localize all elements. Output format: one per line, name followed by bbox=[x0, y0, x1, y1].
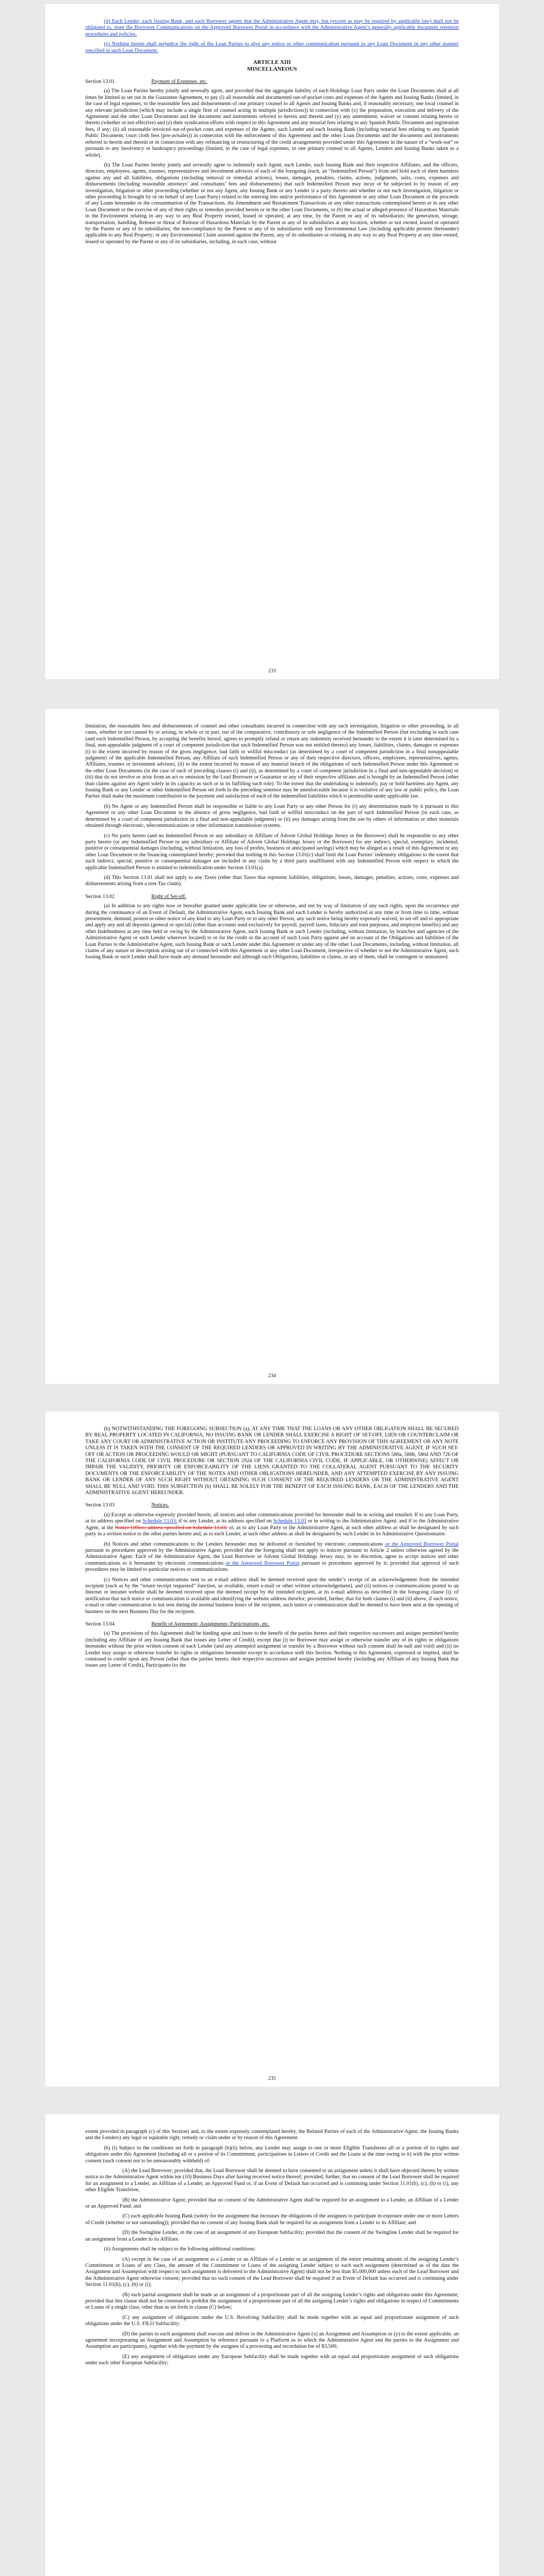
section-title: Notices. bbox=[151, 1502, 169, 1509]
paragraph: (d) This Section 13.01 shall not apply to any Taxes (other than Taxes that represent liabilities, obligations, losses, damages, penalties, actions, costs, expenses and disbursements arising from a non-Tax claim). bbox=[85, 874, 459, 887]
section-number: Section 13.01 bbox=[85, 79, 115, 85]
section-title: Right of Set-off. bbox=[151, 893, 187, 900]
paragraph-intro-d: (d) Each Lender, each Issuing Bank, and each Borrower agrees that the Administrative Agent may, but (except as may be required by applicable law) shall not be obligated to, store the Borrower Communications on the Approved Borrower Portal in accordance with the Administrative Agent’s generally applicable document retention procedures and policies. bbox=[85, 19, 459, 37]
article-heading: ARTICLE XIII bbox=[253, 59, 291, 66]
document-page-236 bbox=[45, 2114, 499, 2576]
page-number: 235 bbox=[268, 2076, 276, 2081]
section-heading-13-01 bbox=[86, 79, 459, 85]
paragraph: (b) No Agent or any Indemnified Person shall be responsible or liable to any Loan Party or any other Person for (i) any determination made by it pursuant to this Agreement or any other Loan Document in the absence of gross negligence, bad faith or willful misconduct on the part of such Indemnified Person (in each case, as determined by a court of competent jurisdiction in a final and non-appealable judgment) or (ii) any damages arising from the use by others of information or other materials obtained through electronic, telecommunications or other information transmission systems. bbox=[85, 803, 459, 829]
inserted-text: Schedule 13.03 bbox=[273, 1518, 307, 1524]
section-heading-13-03 bbox=[86, 1502, 459, 1509]
paragraph: (C) each applicable Issuing Bank (solely for the assignment that increases the obligations of the assignees to participate in exposure under one or more Letters of Credit (whether or not outstanding)); provided that no consent of any Issuing Bank shall be required for an assignment from a Lender to its Affiliate; and bbox=[85, 2213, 459, 2226]
document-page-234 bbox=[45, 709, 499, 1384]
paragraph: (a) In addition to any rights now or hereafter granted under applicable law or otherwise, and not by way of limitation of any such rights, upon the occurrence and during the continuance of an Event of Default, the Administrative Agent, each Issuing Bank and each Lender is hereby authorized at any time or from time to time, without presentment, demand, protest or other notice of any kind to any Loan Party or to any other Person, any such notice being hereby expressly waived, to set off and to appropriate and apply any and all deposits (general or special) (other than accounts used exclusively for payroll, payroll taxes, fiduciary and trust purposes, and employee benefits) and any other Indebtedness at any time held or owing by the Administrative Agent, such Issuing Bank or such Lender (including, without limitation, by branches and agencies of the Administrative Agent or such Lender wherever located) to or for the credit or the account of such Loan Party against and on account of the Obligations and liabilities of the Loan Parties to the Administrative Agent, such Issuing Bank or such Lender under this Agreement or under any of the other Loan Documents, including, without limitation, all claims of any nature or description arising out of or connected with this Agreement or any other Loan Document, irrespective of whether or not the Administrative Agent, such Issuing Bank or such Lender shall have made any demand hereunder and although such Obligations, liabilities or claims, or any of them, shall be contingent or unmatured. bbox=[85, 903, 459, 960]
section-number: Section 13.03 bbox=[85, 1502, 115, 1509]
paragraph: (a) The provisions of this Agreement shall be binding upon and inure to the benefit of the parties hereto and their respective successors and assigns permitted hereby (including any Affiliate of any Issuing Bank that issues any Letter of Credit), except that (i) no Borrower may assign or otherwise transfer any of its rights or obligations hereunder without the prior written consent of each Lender (and any attempted assignment or transfer by a Borrower without such consent shall be null and void) and (ii) no Lender may assign or otherwise transfer its rights or obligations hereunder except in accordance with this Section. Nothing in this Agreement, expressed or implied, shall be construed to confer upon any Person (other than the parties hereto, their respective successors and assigns permitted hereby (including any Affiliate of any Issuing Bank that issues any Letter of Credit), Participants (to the bbox=[85, 1631, 459, 1669]
paragraph: (b) The Loan Parties hereby jointly and severally agree to indemnify each Agent, each Lender, each Issuing Bank and their respective Affiliates, and the officers, directors, employees, agents, trustees, representatives and investment advisors of each of the foregoing (each, an “Indemnified Person”) from and hold each of them harmless against any and all liabilities, obligations (including removal or remedial actions), losses, damages, penalties, claims, actions, judgments, suits, costs, expenses and disbursements (including reasonable attorneys’ and consultants’ fees and disbursements) that such Indemnified Person may incur or be subjected to by reason of any investigation, litigation or other proceeding (whether or not any Agent, any Issuing Bank or any Lender is a party thereto and whether or not such investigation, litigation or other proceeding is brought by or on behalf of any Loan Party) related to the entering into and/or performance of this Agreement or any other Loan Document or the proceeds of any Loans hereunder or the consummation of the Transactions, the Amendment and Restatement Transactions or any other transactions contemplated herein or in any other Loan Document or the exercise of any of their rights or remedies provided herein or in the other Loan Documents, or (b) the actual or alleged presence of Hazardous Materials in the Environment relating in any way to any Real Property owned, leased or operated, at any time, by the Parent or any of its subsidiaries; the generation, storage, transportation, handling, Release or threat of Release of Hazardous Materials by the Parent or any of its subsidiaries at any location, whether or not owned, leased or operated by the Parent or any of its subsidiaries; the non-compliance by the Parent or any of its subsidiaries with any Environmental Law (including applicable permits thereunder) applicable to any Real Property; or any Environmental Claim asserted against the Parent, any of its subsidiaries or relating in any way to any Real Property at any time owned, leased or operated by the Parent or any of its subsidiaries, including, in each case, without bbox=[85, 162, 459, 245]
section-heading-13-04 bbox=[86, 1621, 459, 1628]
paragraph: (c) Notices and other communications sent to an e-mail address shall be deemed received upon the sender’s receipt of an acknowledgement from the intended recipient (such as by the “return receipt requested” function, as available, return e-mail or other written acknowledgement), and (ii) notices or communications posted to an Internet or intranet website shall be deemed received upon the deemed receipt by the intended recipient, at its e-mail address as described in the foregoing clause (i), of notification that such notice or communication is available and identifying the website address therefor; provided, further, that for both clauses (i) and (ii) above, if such notice, e-mail or other communication is not sent during the normal business hours of the recipient, such notice or communication shall be deemed to have been sent at the opening of business on the next Business Day for the recipient. bbox=[85, 1577, 459, 1615]
inserted-text: or the Approved Borrower Portal bbox=[225, 1560, 300, 1566]
page-number: 234 bbox=[268, 1373, 276, 1379]
paragraph: limitation, the reasonable fees and disbursements of counsel and other consultants incurred in connection with any such investigation, litigation or other proceeding, in all cases, whether or not caused by or arising, in whole or in part, out of the comparative, contributory or sole negligence of the Indemnified Person (but excluding in each case (and each Indemnified Person, by accepting the benefits hereof, agrees to promptly refund or return any indemnity received hereunder to the extent it is later determined by a final, non-appealable judgment of a court of competent jurisdiction that such Indemnified Person was not entitled thereto) any losses, liabilities, claims, damages or expenses (i) to the extent incurred by reason of the gross negligence, bad faith or willful misconduct (as determined by a court of competent jurisdiction in a final nonappealable judgment) of the applicable Indemnified Person, any Affiliate of such Indemnified Person or any of their respective directors, officers, employees, representatives, agents, Affiliates, trustees or investment advisors, (ii) to the extent incurred by reason of any material breach of the obligations of such Indemnified Person under this Agreement or the other Loan Documents (in the case of each of preceding clauses (i) and (ii), as determined by a court of competent jurisdiction in a final and non-appealable decision) or (iii) that do not involve or arise from an act or omission by the Lead Borrower or Guarantor or any of their respective affiliates and is brought by an Indemnified Person (other than claims against any Agent solely in its capacity as such or in its fulfilling such role). To the extent that the undertaking to indemnify, pay or hold harmless any Agent, any Issuing Bank or any Lender or other Indemnified Person set forth in the preceding sentence may be unenforceable because it is violative of any law or public policy, the Loan Parties shall make the maximum contribution to the payment and satisfaction of each of the indemnified liabilities which is permissible under applicable law. bbox=[85, 723, 459, 800]
paragraph: (D) the Swingline Lender, in the case of an assignment of any European Subfacility; provided that the consent of the Swingline Lender shall be required for an assignment from a Lender to its Affiliate. bbox=[85, 2230, 459, 2242]
paragraph-intro-e: (e) Nothing herein shall prejudice the right of the Loan Parties to give any notice or other communication pursuant to any Loan Document in any other manner specified in such Loan Document. bbox=[85, 41, 459, 54]
paragraph: (E) any assignment of obligations under any European Subfacility shall be made together with an equal and proportionate assignment of such obligations under each other European Subfacility; bbox=[85, 2353, 459, 2366]
section-number: Section 13.04 bbox=[85, 1621, 115, 1627]
paragraph-caps: (b) NOTWITHSTANDING THE FOREGOING SUBSECTION (a), AT ANY TIME THAT THE LOANS OR ANY OTHER OBLIGATION SHALL BE SECURED BY REAL PROPERTY LOCATED IN CALIFORNIA, NO ISSUING BANK OR LENDER SHALL EXERCISE A RIGHT OF SET-OFF, LIEN OR COUNTERCLAIM OR TAKE ANY COURT OR ADMINISTRATIVE ACTION OR INSTITUTE ANY PROCEEDING TO ENFORCE ANY PROVISION OF THIS AGREEMENT OR ANY NOTE UNLESS IT IS TAKEN WITH THE CONSENT OF THE REQUIRED LENDERS OR APPROVED IN WRITING BY THE ADMINISTRATIVE AGENT, IF SUCH SET-OFF OR ACTION OR PROCEEDING WOULD OR MIGHT (PURSUANT TO CALIFORNIA CODE OF CIVIL PROCEDURE SECTIONS 580a, 580b, 580d AND 726 OF THE CALIFORNIA CODE OF CIVIL PROCEDURE OR SECTION 2924 OF THE CALIFORNIA CIVIL CODE, IF APPLICABLE, OR OTHERWISE) AFFECT OR IMPAIR THE VALIDITY, PRIORITY OR ENFORCEABILITY OF THE LIENS GRANTED TO THE COLLATERAL AGENT PURSUANT TO THE SECURITY DOCUMENTS OR THE ENFORCEABILITY OF THE NOTES AND OTHER OBLIGATIONS HEREUNDER, AND ANY ATTEMPTED EXERCISE BY ANY ISSUING BANK OR LENDER OF ANY SUCH RIGHT WITHOUT OBTAINING SUCH CONSENT OF THE REQUIRED LENDERS OR THE ADMINISTRATIVE AGENT SHALL BE NULL AND VOID. THIS SUBSECTION (b) SHALL BE SOLELY FOR THE BENEFIT OF EACH ISSUING BANK, EACH OF THE LENDERS AND THE ADMINISTRATIVE AGENT HEREUNDER. bbox=[85, 1426, 459, 1496]
deleted-text: Notice Office; address specified on Schedule 13.03; bbox=[114, 1524, 227, 1531]
inserted-text: or the Approved Borrower Portal bbox=[385, 1541, 459, 1547]
paragraph: (B) each partial assignment shall be made as an assignment of a proportionate part of all the assigning Lender’s rights and obligations under this Agreement; provided that this clause shall not be construed to prohibit the assignment of a proportionate part of all the assigning Lender’s rights and obligations in respect of Commitments or Loans of a single class, other than as set forth in clause (C) below; bbox=[85, 2292, 459, 2311]
paragraph: (A) the Lead Borrower; provided that, the Lead Borrower shall be deemed to have consented to an assignment unless it shall have objected thereto by written notice to the Administrative Agent within ten (10) Business Days after having received notice thereof; provided, further, that no consent of the Lead Borrower shall be required for an assignment to a Lender, an Affiliate of a Lender, an Approved Fund or, if an Event of Default has occurred and is continuing under Section 11.01(b), (c), (h) or (i), any other Eligible Transferee; bbox=[85, 2168, 459, 2193]
paragraph: (b) (i) Subject to the conditions set forth in paragraph (b)(ii) below, any Lender may assign to one or more Eligible Transferees all or a portion of its rights and obligations under this Agreement (including all or a portion of its Commitment, participations in Letters of Credit and the Loans at the time owing to it) with the prior written consent (such consent not to be unreasonably withheld) of: bbox=[85, 2145, 459, 2164]
section-title: Payment of Expenses, etc. bbox=[151, 79, 207, 85]
paragraph: (D) the parties to each assignment shall execute and deliver to the Administrative Agent (x) an Assignment and Assumption or (y) to the extent applicable, an agreement incorporating an Assignment and Assumption by reference pursuant to a Platform as to which the Administrative Agent and the parties to the Assignment and Assumption are participants), together with the payment by the assignee of a processing and recordation fee of $3,500; bbox=[85, 2331, 459, 2350]
inserted-text: Schedule 13.03; bbox=[142, 1518, 177, 1524]
article-title: MISCELLANEOUS bbox=[247, 66, 297, 73]
paragraph: (a) The Loan Parties hereby jointly and severally agree, and provided that the aggregate liability of each Holdings Loan Party under the Loan Documents shall at all times be limited as set out in the Guarantee Agreement, to pay (i) all reasonable and documented out-of-pocket costs and expenses of the Agents and Issuing Banks (limited, in the case of legal expenses, to the reasonable fees and disbursements of one primary counsel to all Agents and Issuing Banks and, if reasonably necessary, one local counsel in any relevant jurisdiction (which may include a single firm of counsel acting in multiple jurisdictions)) in connection with (x) the preparation, execution and delivery of the Agreement and the other Loan Documents and the documents and instruments referred to herein and therein and (y) any amendment, waiver or consent relating hereto or thereto (whether or not effective) and (z) their syndication efforts with respect to this Agreement and any notarial fees relating to any Spanish Public Document and registration fees, if any; (ii) all reasonable invoiced out-of-pocket costs and expenses of the Agents, each Lender and each Issuing Bank (including notarial fees relating to any Spanish Public Document, court cloth fees (pre-avisales)) in connection with the enforcement of this Agreement and the other Loan Documents and the documents and instruments referred to herein and therein or in connection with any refinancing or restructuring of the credit arrangements provided under this Agreement in the nature of a “work-out” or pursuant to any insolvency or bankruptcy proceedings (limited, in the case of legal expenses, to one primary counsel to all Agents, Lenders and Issuing Banks taken as a whole). bbox=[85, 88, 459, 158]
document-page-235 bbox=[45, 1412, 499, 2087]
document-page-233 bbox=[45, 4, 499, 679]
paragraph: (B) the Administrative Agent; provided that no consent of the Administrative Agent shall be required for an assignment to a Lender, an Affiliate of a Lender or an Approved Fund; and bbox=[85, 2197, 459, 2210]
section-title: Benefit of Agreement; Assignments; Participations, etc. bbox=[151, 1621, 270, 1627]
paragraph: (A) except in the case of an assignment to a Lender or an Affiliate of a Lender or an assignment of the entire remaining amount of the assigning Lender’s Commitment or Loans of any Class, the amount of the Commitment or Loans of the assigning Lender subject to each such assignment (determined as of the date the Assignment and Assumption with respect to such assignment is delivered to the Administrative Agent) shall not be less than $5,000,000 unless each of the Lead Borrower and the Administrative Agent otherwise consent; provided that no such consent of the Lead Borrower shall be required if an Event of Default has occurred and is continuing under Section 11.01(b), (c), (h) or (i); bbox=[85, 2256, 459, 2288]
section-heading-13-02 bbox=[86, 894, 459, 900]
paragraph: (c) No party hereto (and no Indemnified Person or any subsidiary or Affiliate of Advent Global Holdings Jersey or the Borrower) shall be responsible to any other party hereto (or any Indemnified Person or any subsidiary or Affiliate of Advent Global Holdings Jersey or the Borrower) for any indirect, special, exemplary, incidental, punitive or consequential damages (including, without limitation, any loss of profits, business or anticipated savings) which may be alleged as a result of this Agreement or any other Loan Document or the financing contemplated hereby; provided that nothing in this Section 13.01(c) shall limit the Loan Parties’ indemnity obligations to the extent that such indirect, special, punitive or consequential damages are included in any claim by a third party unaffiliated with any Indemnified Person with respect to which the applicable Indemnified Person is entitled to indemnification under Section 13.01(a). bbox=[85, 833, 459, 871]
paragraph-notices-b: (b) Notices and other communications to the Lenders hereunder may be delivered or furnished by electronic communications or the Approved Borrower Portal pursuant to procedures approved by the Administrative Agent; provided that the foregoing shall not apply to notices pursuant to Article 2 unless otherwise agreed by the Administrative Agent. Each of the Administrative Agent, the Lead Borrower or Advent Global Holdings Jersey may, in its discretion, agree to accept notices and other communications to it hereunder by electronic communications or the Approved Borrower Portal pursuant to procedures approved by it; provided that approval of such procedures may be limited to particular notices or communications. bbox=[85, 1541, 459, 1573]
section-number: Section 13.02 bbox=[85, 893, 115, 900]
paragraph: (ii) Assignments shall be subject to the following additional conditions: bbox=[104, 2246, 256, 2252]
paragraph: extent provided in paragraph (c) of this Section) and, to the extent expressly contemplated hereby, the Related Parties of each of the Administrative Agent, the Issuing Banks and the Lenders) any legal or equitable right, remedy or claim under or by reason of this Agreement. bbox=[85, 2129, 459, 2141]
page-number: 233 bbox=[268, 668, 276, 674]
paragraph: (C) any assignment of obligations under the U.S. Revolving Subfacility shall be made together with an equal and proportionate assignment of such obligations under the U.S. FILO Subfacility; bbox=[85, 2314, 459, 2327]
paragraph-notices-a: (a) Except as otherwise expressly provided herein, all notices and other communications provided for hereunder shall be in writing and emailed. If to any Loan Party, at its address specified on Schedule 13.03; if to any Lender, at its address specified on Schedule 13.03 or in writing to the Administrative Agent; and if to the Administrative Agent, at the Notice Office; address specified on Schedule 13.03; or, as to any Loan Party or the Administrative Agent, at such other address as shall be designated by such party in a written notice to the other parties hereto and, as to each Lender, at such other address as shall be designated by such Lender in its Administrative Questionnaire. bbox=[85, 1512, 459, 1537]
